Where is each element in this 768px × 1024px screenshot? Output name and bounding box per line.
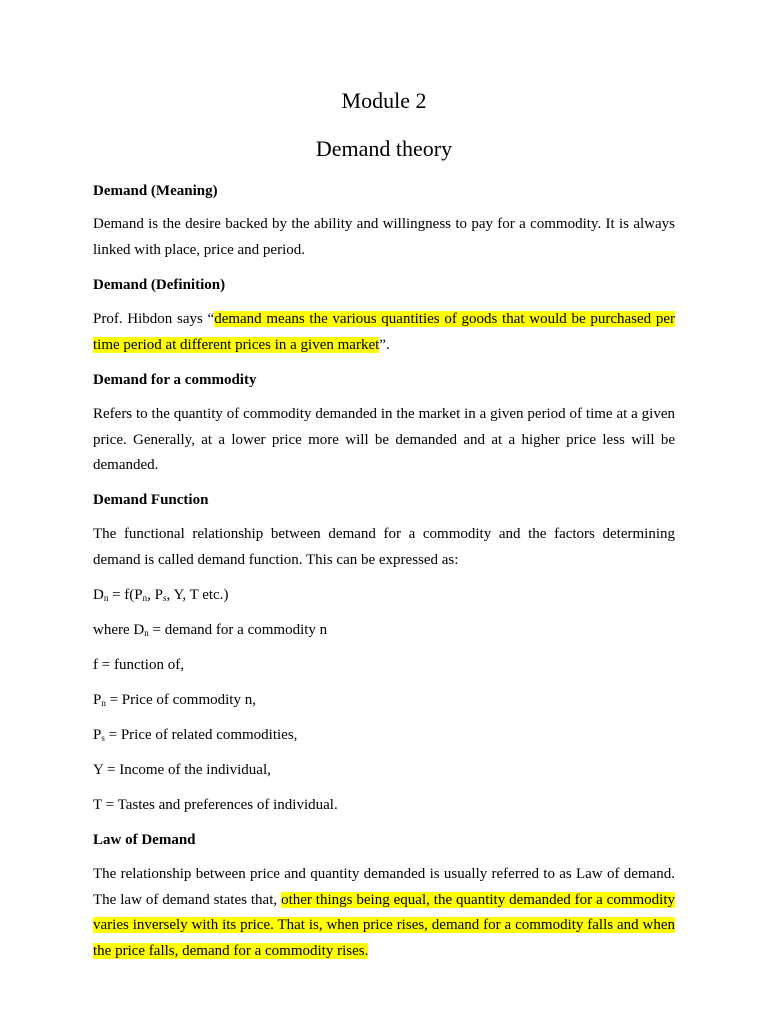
pn-pre: P — [93, 692, 102, 708]
definition-prefix: Prof. Hibdon says “ — [93, 311, 215, 327]
module-title: Module 2 — [341, 88, 427, 113]
definition-suffix: ”. — [379, 336, 390, 353]
definition-heading: Demand (Definition) — [93, 277, 226, 293]
f-function-line: f = function of, — [93, 657, 184, 673]
law-prefix: The relationship between price and quantity demanded is usually referred to as Law of demand. The law of demand states that, — [93, 866, 675, 908]
chapter-title: Demand theory — [315, 136, 453, 161]
formula-tail: , Y, T etc.) — [166, 587, 229, 603]
where-dn-line — [93, 620, 675, 640]
definition-highlight: demand means the various quantities of goods that would be purchased per time period at different prices in a given market — [93, 311, 675, 353]
function-heading: Demand Function — [93, 492, 209, 508]
ps-pre: P — [93, 727, 102, 743]
pn-subscript: n — [101, 698, 106, 708]
demand-function-formula — [93, 585, 675, 605]
commodity-heading: Demand for a commodity — [93, 372, 257, 388]
ps-subscript: s — [101, 733, 105, 743]
formula-p-subscript: n — [142, 593, 148, 603]
law-paragraph — [93, 862, 675, 964]
t-tastes-line: T = Tastes and preferences of individual. — [93, 797, 338, 813]
ps-post: = Price of related commodities, — [104, 727, 298, 743]
meaning-paragraph: Demand is the desire backed by the ability and willingness to pay for a commodity. It is always linked with place, price and period. — [93, 216, 675, 258]
pn-post: = Price of commodity n, — [105, 692, 256, 708]
formula-d: D — [93, 587, 104, 603]
document-page — [93, 0, 675, 1024]
formula-mid: , P — [147, 587, 163, 603]
where-pre: where D — [93, 622, 145, 638]
y-income-line: Y = Income of the individual, — [93, 762, 271, 778]
definition-paragraph — [93, 307, 675, 358]
ps-line — [93, 725, 675, 745]
formula-d-subscript: n — [103, 593, 109, 603]
pn-line — [93, 690, 675, 710]
formula-eq: = f(P — [108, 587, 143, 603]
where-post: = demand for a commodity n — [148, 622, 328, 638]
where-subscript: n — [144, 628, 149, 638]
commodity-paragraph: Refers to the quantity of commodity demanded in the market in a given period of time at a given price. Generally, at a lower price more will be demanded and at a higher price less will be demanded. — [93, 406, 675, 473]
meaning-heading: Demand (Meaning) — [93, 183, 218, 199]
formula-ps-subscript: s — [162, 593, 167, 603]
function-paragraph: The functional relationship between demand for a commodity and the factors determining demand is called demand function. This can be expressed as: — [93, 526, 675, 568]
law-heading: Law of Demand — [93, 832, 196, 848]
law-highlight: other things being equal, the quantity demanded for a commodity varies inversely with its price. That is, when price rises, demand for a commodity falls and when the price falls, demand for a commodity rises. — [93, 891, 676, 959]
